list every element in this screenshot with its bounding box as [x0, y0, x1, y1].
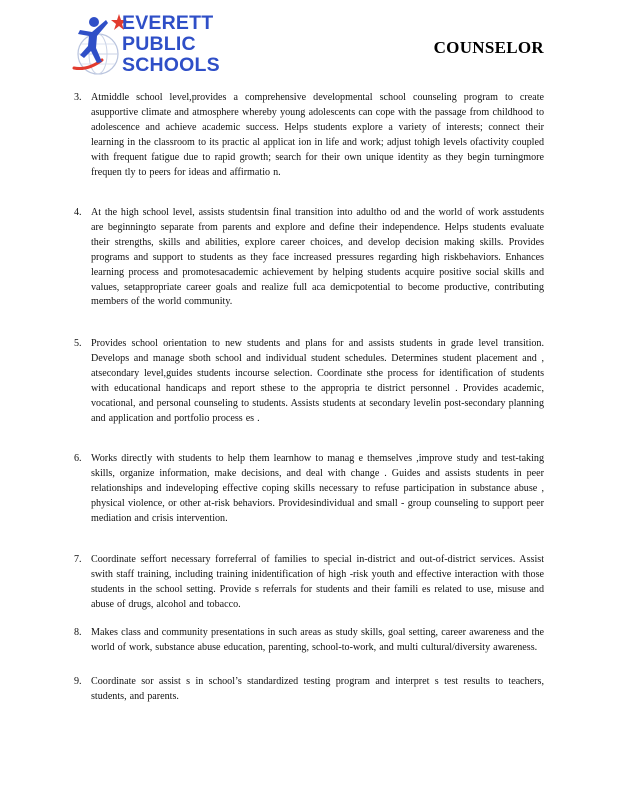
list-item-text: Coordinate sor assist s in school’s standardized testing program and interpret s test results to teachers, students, and parents. [91, 676, 544, 702]
list-item [74, 91, 544, 180]
list-item [74, 553, 544, 613]
list-item-number: 8. [74, 627, 82, 638]
logo-wordmark [122, 13, 220, 76]
logo-line-public: PUBLIC [122, 33, 196, 55]
list-item-number: 4. [74, 207, 82, 218]
logo-line-schools: SCHOOLS [122, 54, 220, 76]
document-title: COUNSELOR [433, 38, 544, 57]
list-item-text: Atmiddle school level,provides a comprehensive developmental school counseling program to create asupportive climate and atmosphere whereby young adolescents can cope with the passage from childhood to adolescence and achieve academic success. Helps students explore a variety of interests; connect their learning in the classroom to its practic al applicat ion in life and work; adjust tohigh levels ofactivity coupled with frequent fatigue due to rapid growth; search for their own unique identity as they begin turningmore frequen tly to peers for ideas and affirmatio n. [91, 92, 544, 178]
list-item-text: Works directly with students to help them learnhow to manag e themselves ,improve study and test-taking skills, organize information, make decisions, and deal with change . Guides and assists students in peer relationships and indeveloping effective coping skills necessary to refuse participation in substance abuse , physical violence, or other at-risk behaviors. Providesindividual and small - group counseling to support peer mediation and crisis intervention. [91, 453, 544, 524]
list-item-text: Coordinate seffort necessary forreferral of families to special in-district and out-of-district services. Assist swith staff training, including training inidentification of high -risk youth and effective interaction with those students in the school setting. Provide s referrals for students and their famili es related to use, misuse and abuse of drugs, alcohol and tobacco. [91, 554, 544, 610]
list-item [74, 675, 544, 705]
everett-public-schools-logo [72, 8, 242, 80]
list-item-text: Provides school orientation to new students and plans for and assists students in grade level transition. Develops and manage sboth school and individual student schedules. Determines student placement and , atsecondary level,guides students incourse selection. Coordinate sthe process for identification of students with educational handicaps and report sthese to the appropria te district personnel . Provides academic, vocational, and personal counseling to students. Assists students at secondary levelin post-secondary planning and application and portfolio process es . [91, 338, 544, 424]
list-item-number: 7. [74, 554, 82, 565]
list-item [74, 626, 544, 656]
list-item-number: 5. [74, 338, 82, 349]
list-item [74, 206, 544, 310]
list-item [74, 452, 544, 527]
list-item-text: Makes class and community presentations in such areas as study skills, goal setting, career awareness and the world of work, substance abuse education, parenting, school-to-work, and multi cultural/diversity awareness. [91, 627, 544, 653]
list-item [74, 337, 544, 426]
list-item-number: 3. [74, 92, 82, 103]
list-item-number: 6. [74, 453, 82, 464]
list-item-text: At the high school level, assists studentsin final transition into adultho od and the world of work asstudents are beginningto separate from parents and explore and define their independence. Helps students evaluate their strengths, skills and abilities, explore career choices, and develop decision making skills. Provides programs and support to students as they face increased pressures regarding high riskbehaviors. Enhances learning process and promotesacademic achievement by helping students acquire positive social skills and values, setappropriate career goals and realize full aca demicpotential to become productive, contributing members of the world community. [91, 207, 544, 308]
list-item-number: 9. [74, 676, 82, 687]
logo-line-everett: EVERETT [122, 12, 214, 34]
